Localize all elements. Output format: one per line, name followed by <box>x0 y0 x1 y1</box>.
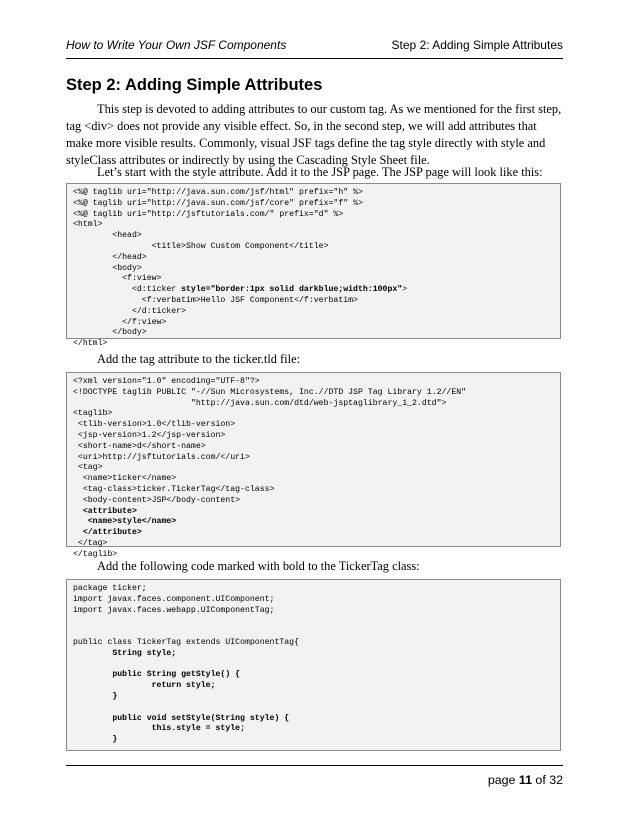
code-text <box>73 681 152 690</box>
tld-intro-paragraph-text: Add the tag attribute to the ticker.tld file: <box>97 352 301 366</box>
code-text: "http://java.sun.com/dtd/web-jsptaglibrary_1_2.dtd"> <box>73 398 447 408</box>
intro-paragraph <box>66 101 563 169</box>
code-text: <short-name>d</short-name> <box>73 441 206 451</box>
code-line <box>73 638 554 649</box>
code-text <box>73 649 112 658</box>
code-text <box>73 670 112 679</box>
code-bold-text: </attribute> <box>82 528 142 538</box>
code-line <box>73 692 554 703</box>
code-line <box>73 296 554 307</box>
code-line <box>73 399 554 410</box>
code-text: </taglib> <box>73 549 118 559</box>
code-line <box>73 420 554 431</box>
code-text: </f:view> <box>73 317 167 327</box>
code-line <box>73 328 554 339</box>
header-document-title: How to Write Your Own JSF Components <box>66 38 287 52</box>
header-section-title: Step 2: Adding Simple Attributes <box>391 38 563 52</box>
code-line <box>73 714 554 725</box>
page-header <box>66 38 563 54</box>
code-line <box>73 409 554 420</box>
code-line <box>73 377 554 388</box>
code-line <box>73 188 554 199</box>
code-text: <body-content>JSP</body-content> <box>73 495 241 505</box>
code-bold-text: public void setStyle(String style) { <box>112 713 290 723</box>
code-text: <head> <box>73 231 142 241</box>
code-line <box>73 595 554 606</box>
code-text: <?xml version="1.0" encoding="UTF-8"?> <box>73 377 260 386</box>
code-line <box>73 606 554 617</box>
code-text: </d:ticker> <box>73 306 187 316</box>
code-text: <tlib-version>1.0</tlib-version> <box>73 420 236 430</box>
code-line <box>73 703 554 714</box>
code-text: </body> <box>73 328 147 338</box>
tld-code-block <box>66 372 561 559</box>
current-page-number: 11 <box>518 773 532 787</box>
code-line <box>73 496 554 507</box>
code-text: package ticker; <box>73 584 147 593</box>
java-code-content <box>67 580 560 761</box>
code-line <box>73 339 554 350</box>
jsp-code-block <box>66 183 561 349</box>
class-intro-paragraph <box>66 558 563 575</box>
class-intro-paragraph-text: Add the following code marked with bold to the TickerTag class: <box>97 559 420 573</box>
footer-rule <box>66 765 563 766</box>
code-line <box>73 724 554 735</box>
code-line <box>73 507 554 518</box>
code-text: > <box>402 285 408 295</box>
code-line <box>73 539 554 550</box>
code-bold-text: String style; <box>112 648 177 658</box>
code-text: </tag> <box>73 538 108 548</box>
code-text: <html> <box>73 220 103 230</box>
code-text: <taglib> <box>73 409 113 419</box>
code-line <box>73 253 554 264</box>
code-line <box>73 453 554 464</box>
code-line <box>73 746 554 757</box>
code-bold-text: <name>style</name> <box>87 517 177 527</box>
page-label: page <box>487 773 519 787</box>
page-number <box>488 773 563 787</box>
code-text <box>73 724 152 733</box>
code-line <box>73 220 554 231</box>
code-line <box>73 199 554 210</box>
code-line <box>73 231 554 242</box>
code-text <box>73 735 112 744</box>
code-line <box>73 242 554 253</box>
code-line <box>73 485 554 496</box>
code-text: <f:view> <box>73 274 162 284</box>
code-text: <jsp-version>1.2</jsp-version> <box>73 430 226 440</box>
code-line <box>73 431 554 442</box>
jsp-code-content <box>67 184 560 354</box>
code-text: <tag-class>ticker.TickerTag</tag-class> <box>73 484 275 494</box>
code-line <box>73 388 554 399</box>
code-text <box>73 692 112 701</box>
code-text: </html> <box>73 339 108 349</box>
code-line <box>73 670 554 681</box>
code-line <box>73 584 554 595</box>
code-bold-text: } <box>112 735 118 745</box>
code-text <box>73 714 112 723</box>
code-bold-text: this.style = style; <box>151 724 245 734</box>
code-text: <name>ticker</name> <box>73 474 177 484</box>
code-bold-text: <attribute> <box>82 506 137 516</box>
code-line <box>73 264 554 275</box>
code-line <box>73 627 554 638</box>
code-line <box>73 285 554 296</box>
code-text: <tag> <box>73 463 103 473</box>
code-text: <!DOCTYPE taglib PUBLIC "-//Sun Microsystems, Inc.//DTD JSP Tag Library 1.2//EN" <box>73 387 467 397</box>
intro-paragraph-text: This step is devoted to adding attributes to our custom tag. As we mentioned for the first step, tag <div> does not provide any visible effect. So, in the second step, we will add attributes that make more visible results. Commonly, visual JSF tags define the tag style directly with style and styleClass attributes or indirectly by using the Cascading Style Sheet file. <box>66 102 562 167</box>
code-text <box>73 507 83 516</box>
code-text: <d:ticker <box>73 285 182 295</box>
code-bold-text: public String getStyle() { <box>112 670 241 680</box>
code-line <box>73 649 554 660</box>
tld-intro-paragraph <box>66 351 563 368</box>
code-text: <uri>http://jsftutorials.com/</uri> <box>73 452 250 462</box>
code-line <box>73 528 554 539</box>
code-text: <%@ taglib uri="http://java.sun.com/jsf/html" prefix="h" %> <box>73 188 363 197</box>
section-heading: Step 2: Adding Simple Attributes <box>66 76 323 94</box>
code-text: <f:verbatim>Hello JSF Component</f:verbatim> <box>73 295 358 305</box>
code-text: import javax.faces.component.UIComponent; <box>73 594 275 604</box>
code-text: public class TickerTag extends UIComponentTag{ <box>73 637 300 647</box>
code-line <box>73 210 554 221</box>
code-bold-text: style="border:1px solid darkblue;width:100px" <box>181 285 403 295</box>
jsp-intro-paragraph <box>66 164 563 181</box>
header-rule <box>66 58 563 59</box>
code-line <box>73 307 554 318</box>
code-bold-text: } <box>112 691 118 701</box>
code-line <box>73 463 554 474</box>
code-text: </head> <box>73 252 147 262</box>
code-line <box>73 681 554 692</box>
code-line <box>73 442 554 453</box>
java-code-block <box>66 579 561 751</box>
code-text: <%@ taglib uri="http://java.sun.com/jsf/core" prefix="f" %> <box>73 198 363 208</box>
code-line <box>73 660 554 671</box>
code-text <box>73 528 83 537</box>
code-line <box>73 318 554 329</box>
code-text: <title>Show Custom Component</title> <box>73 241 329 251</box>
code-bold-text: return style; <box>151 681 216 691</box>
code-text: <%@ taglib uri="http://jsftutorials.com/" prefix="d" %> <box>73 209 344 219</box>
jsp-intro-paragraph-text: Let’s start with the style attribute. Add it to the JSP page. The JSP page will look like this: <box>97 165 543 179</box>
code-text: import javax.faces.webapp.UIComponentTag; <box>73 605 275 615</box>
code-line <box>73 274 554 285</box>
code-line <box>73 735 554 746</box>
total-page-count: 32 <box>549 773 563 787</box>
code-line <box>73 474 554 485</box>
tld-code-content <box>67 373 560 565</box>
code-line <box>73 517 554 528</box>
code-text: <body> <box>73 263 142 273</box>
code-line <box>73 616 554 627</box>
page-of-label: of <box>531 773 550 787</box>
code-text <box>73 517 88 526</box>
